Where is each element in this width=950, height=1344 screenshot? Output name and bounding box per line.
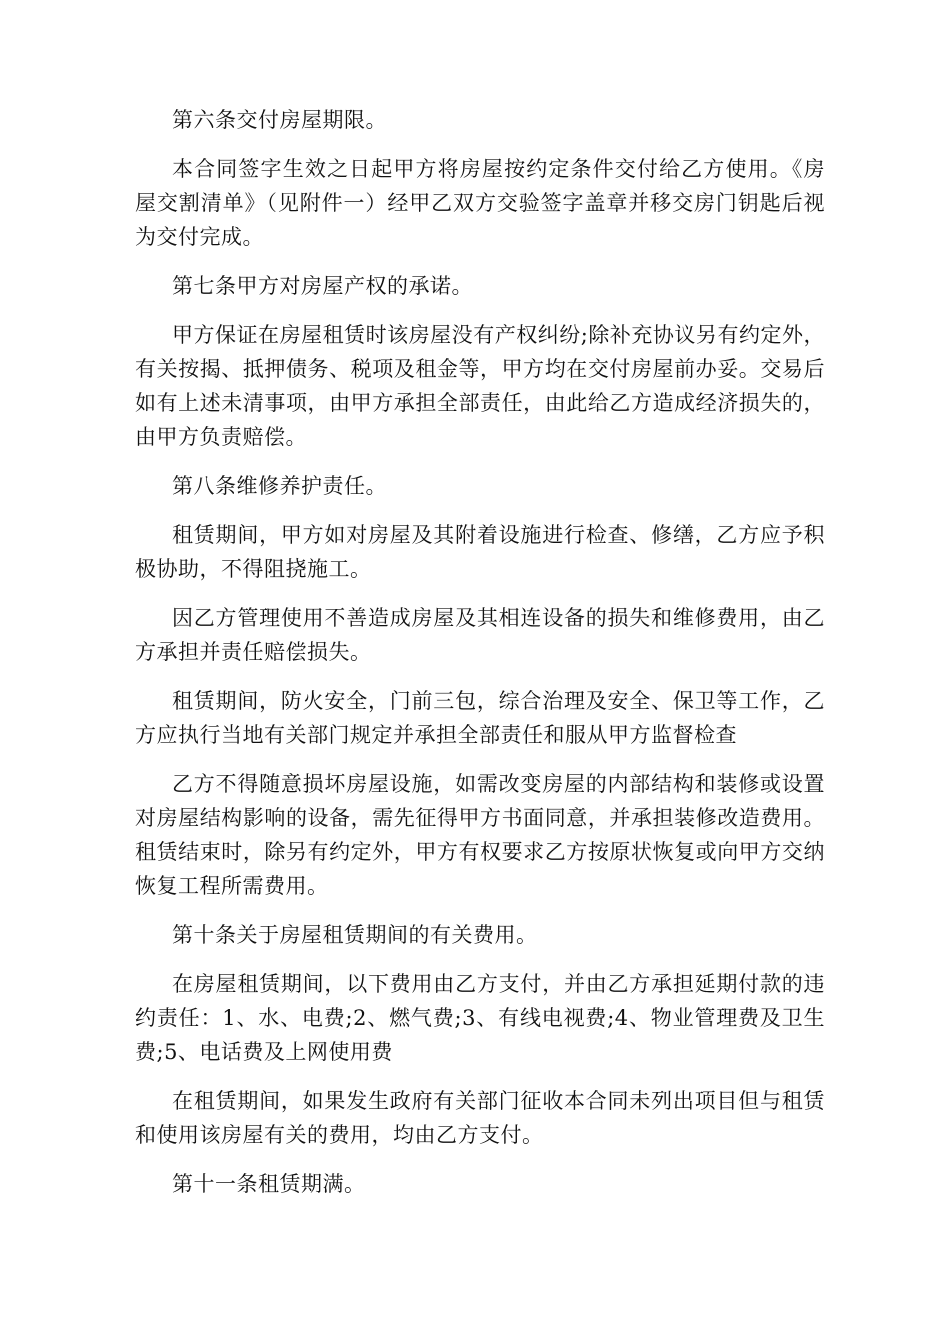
article-11-heading: 第十一条租赁期满。 <box>172 1172 366 1196</box>
article-8-heading: 第八条维修养护责任。 <box>172 474 387 498</box>
article-6-heading: 第六条交付房屋期限。 <box>172 108 387 132</box>
article-10-paragraph-1: 在房屋租赁期间，以下费用由乙方支付，并由乙方承担延期付款的违约责任：1、水、电费;2、燃气费;3、有线电视费;4、物业管理费及卫生费;5、电话费及上网使用费 <box>135 972 825 1064</box>
article-8-paragraph-3: 租赁期间，防火安全，门前三包，综合治理及安全、保卫等工作，乙方应执行当地有关部门规定并承担全部责任和服从甲方监督检查 <box>135 689 825 747</box>
document-body <box>135 103 825 1216</box>
article-6-paragraph: 本合同签字生效之日起甲方将房屋按约定条件交付给乙方使用。《房屋交割清单》（见附件一）经甲乙双方交验签字盖章并移交房门钥匙后视为交付完成。 <box>135 157 825 249</box>
article-10-heading: 第十条关于房屋租赁期间的有关费用。 <box>172 923 538 947</box>
article-8-paragraph-1: 租赁期间，甲方如对房屋及其附着设施进行检查、修缮，乙方应予积极协助，不得阻挠施工。 <box>135 523 825 581</box>
article-8-paragraph-2: 因乙方管理使用不善造成房屋及其相连设备的损失和维修费用，由乙方承担并责任赔偿损失。 <box>135 606 825 664</box>
article-7-heading: 第七条甲方对房屋产权的承诺。 <box>172 274 473 298</box>
article-7-paragraph: 甲方保证在房屋租赁时该房屋没有产权纠纷;除补充协议另有约定外，有关按揭、抵押债务、税项及租金等，甲方均在交付房屋前办妥。交易后如有上述未清事项，由甲方承担全部责任，由此给乙方造成经济损失的，由甲方负责赔偿。 <box>135 323 825 449</box>
article-10-paragraph-2: 在租赁期间，如果发生政府有关部门征收本合同未列出项目但与租赁和使用该房屋有关的费用，均由乙方支付。 <box>135 1089 825 1147</box>
article-8-paragraph-4: 乙方不得随意损坏房屋设施，如需改变房屋的内部结构和装修或设置对房屋结构影响的设备，需先征得甲方书面同意，并承担装修改造费用。租赁结束时，除另有约定外，甲方有权要求乙方按原状恢复或向甲方交纳恢复工程所需费用。 <box>135 772 825 898</box>
